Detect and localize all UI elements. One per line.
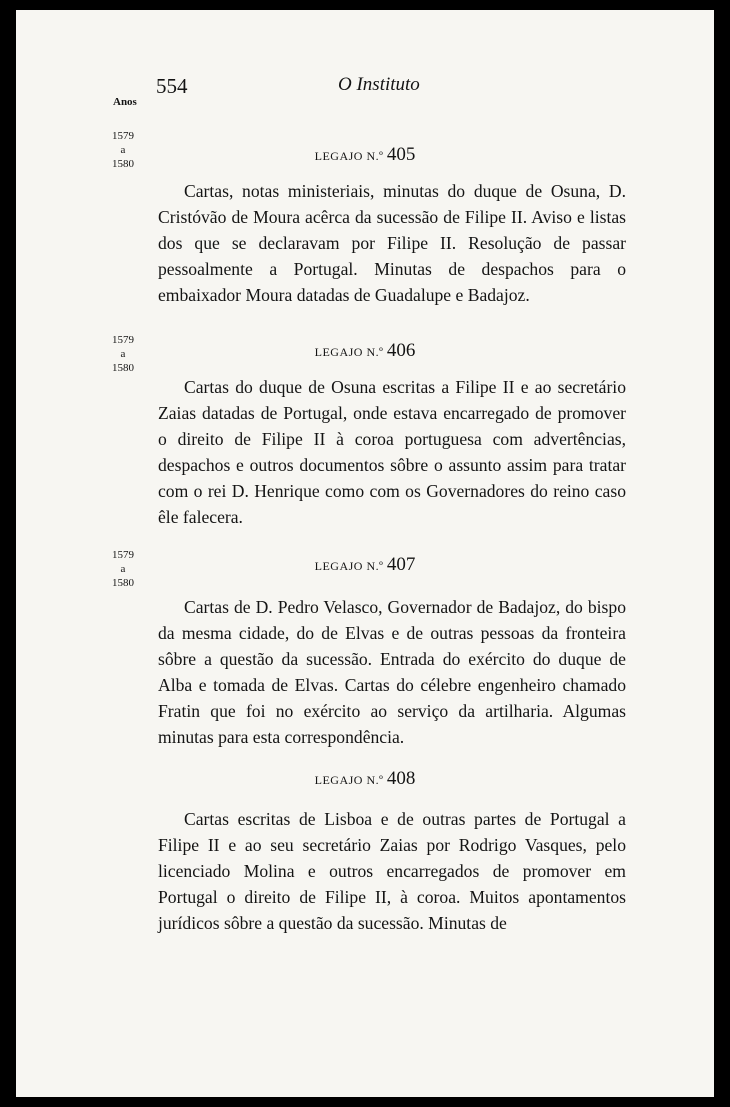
year-start: 1579 [112,334,134,346]
entry-text: Cartas de D. Pedro Velasco, Governador de Badajoz, do bispo da mesma cidade, do de Elvas e de outras pessoas da fronteira sôbre a questão da sucessão. Entrada do exército do duque de Alba e tomada de Elvas. Cartas do célebre engenheiro chamado Fratin que foi no exército ao serviço da artilharia. Algumas minutas para esta correspondência. [158,597,626,747]
year-start: 1579 [112,549,134,561]
legajo-heading [16,768,714,790]
legajo-label: LEGAJO N.º [314,345,384,359]
year-end: 1580 [112,158,134,170]
legajo-heading [16,340,714,362]
entry-text: Cartas escritas de Lisboa e de outras partes de Portugal a Filipe II e ao seu secretário Zaias por Rodrigo Vasques, pelo licenciado Molina e outros encarregados de promover em Portugal o direito de Filipe II, à coroa. Muitos apontamentos jurídicos sôbre a questão da sucessão. Minutas de [158,809,626,933]
year-sep: a [120,144,126,156]
page-number: 554 [156,74,188,98]
running-title: O Instituto [338,74,420,95]
legajo-number: 405 [386,144,416,165]
legajo-label: LEGAJO N.º [314,559,384,573]
legajo-label: LEGAJO N.º [314,773,384,787]
year-sep: a [120,563,126,575]
document-page [16,10,714,1097]
year-end: 1580 [112,362,134,374]
margin-label-anos: Anos [113,96,137,108]
year-sep: a [120,348,126,360]
entry-text: Cartas do duque de Osuna escritas a Filipe II e ao secretário Zaias datadas de Portugal, onde estava encarregado de promover o direito de Filipe II à coroa portuguesa com advertências, despachos e outros documentos sôbre o assunto assim para tratar com o rei D. Henrique como com os Governadores do reino caso êle falecera. [158,377,626,527]
legajo-number: 408 [386,768,416,789]
legajo-heading [16,144,714,166]
legajo-number: 407 [386,554,416,575]
year-end: 1580 [112,577,134,589]
legajo-number: 406 [386,340,416,361]
year-start: 1579 [112,130,134,142]
entry-text: Cartas, notas ministeriais, minutas do duque de Osuna, D. Cristóvão de Moura acêrca da sucessão de Filipe II. Aviso e listas dos que se declaravam por Filipe II. Resolução de passar pessoalmente a Portugal. Minutas de despachos para o embaixador Moura datadas de Guadalupe e Badajoz. [158,181,626,305]
legajo-label: LEGAJO N.º [314,149,384,163]
legajo-heading [16,554,714,576]
